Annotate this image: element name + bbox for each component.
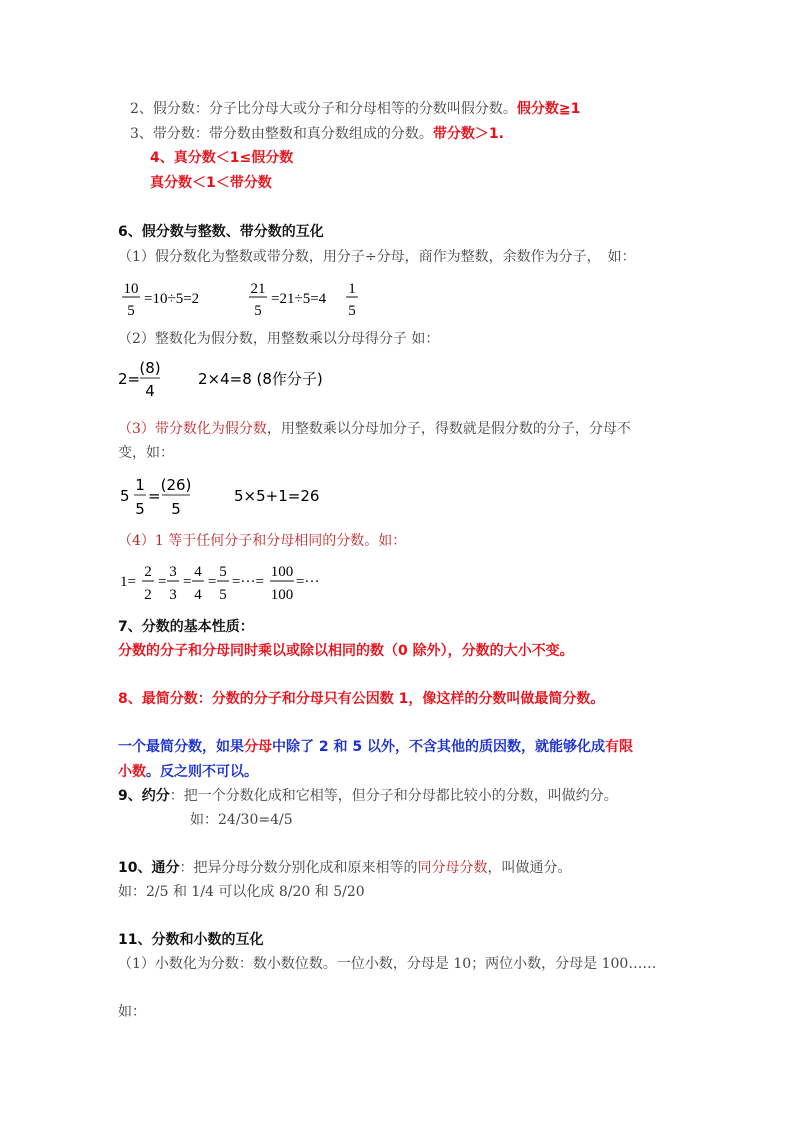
simplest-rule-d: 有限 [604, 739, 633, 755]
ex3-whole: 5 [120, 487, 130, 505]
section-6-para-3-rest: ，用整数乘以分母加分子，得数就是假分数的分子，分母不 [266, 421, 631, 437]
section-6-para-3-highlight: （3）带分数化为假分数 [118, 421, 267, 437]
ex1-part2: =21÷5=4 [271, 291, 327, 307]
ex1-frac1-den: 5 [127, 303, 135, 319]
simplest-rule-a: 一个最简分数，如果 [118, 739, 244, 755]
ex4-frac3-den: 4 [194, 587, 202, 603]
section-9-line [118, 786, 618, 806]
mixed-number-rule: 带分数＞1. [432, 126, 504, 142]
section-9-body: ：把一个分数化成和它相等，但分子和分母都比较小的分数，叫做约分。 [169, 788, 618, 804]
section-10-body-b: ，叫做通分。 [487, 860, 572, 876]
example-2-formula [116, 358, 366, 402]
mixed-number-text: 3、带分数：带分数由整数和真分数组成的分数。 [130, 126, 433, 142]
section-10-example: 如：2/5 和 1/4 可以化成 8/20 和 5/20 [118, 884, 365, 900]
section-6-para-3-cont: 变，如： [118, 445, 174, 461]
ex4-lead: 1= [120, 574, 136, 590]
ex3-den: 5 [135, 500, 145, 518]
section-11-para-2: 如： [118, 1004, 146, 1020]
ex1-frac1-num: 10 [123, 281, 139, 297]
improper-fraction-line [130, 99, 580, 119]
ex4-eq1: = [158, 574, 167, 590]
example-4-formula [118, 560, 338, 606]
simplest-rule-line-2 [118, 762, 258, 782]
ex1-frac2-num: 21 [250, 281, 266, 297]
ex4-frac1-den: 2 [144, 587, 152, 603]
compare-line-1: 4、真分数＜1≤假分数 [150, 150, 294, 166]
simplest-rule-line-1 [118, 737, 633, 757]
example-1-formula [118, 276, 378, 322]
section-9-heading: 9、约分 [118, 788, 170, 804]
ex4-last-den: 100 [270, 587, 294, 603]
ex2-den: 4 [145, 382, 155, 400]
ex3-eq: = [148, 487, 161, 505]
simplest-rule-b: 分母 [244, 739, 272, 755]
ex1-mixed-den: 5 [348, 303, 356, 319]
ex3-result-den: 5 [171, 500, 181, 518]
ex4-frac4-num: 5 [219, 564, 227, 580]
ex4-tail: =··· [296, 574, 320, 590]
section-10-body-red: 同分母分数 [417, 860, 488, 876]
ex4-frac2-den: 3 [169, 587, 177, 603]
section-6-heading: 6、假分数与整数、带分数的互化 [118, 224, 324, 240]
improper-fraction-rule: 假分数≧1 [516, 101, 581, 117]
ex2-num: (8) [139, 359, 161, 377]
ex4-frac4-den: 5 [219, 587, 227, 603]
section-8-text: 8、最简分数：分数的分子和分母只有公因数 1，像这样的分数叫做最简分数。 [118, 691, 605, 707]
ex4-frac1-num: 2 [144, 564, 152, 580]
section-11-para-1: （1）小数化为分数：数小数位数。一位小数，分母是 10；两位小数，分母是 100…… [118, 956, 657, 972]
section-11-heading: 11、分数和小数的互化 [118, 932, 264, 948]
section-10-line [118, 858, 571, 878]
ex3-num: 1 [135, 476, 145, 494]
simplest-rule-e: 小数 [118, 764, 146, 780]
example-3-formula [118, 474, 338, 522]
section-10-body-a: ：把异分母分数分别化成和原来相等的 [179, 860, 418, 876]
section-9-example: 如：24/30=4/5 [190, 812, 293, 828]
simplest-rule-f: 。反之则不可以。 [146, 764, 258, 780]
ex4-frac2-num: 3 [169, 564, 177, 580]
ex4-ellipsis: =···= [232, 574, 264, 590]
improper-fraction-text: 2、假分数：分子比分母大或分子和分母相等的分数叫假分数。 [130, 101, 517, 117]
ex3-result-num: (26) [160, 476, 192, 494]
mixed-number-line [130, 124, 504, 144]
ex4-eq3: = [208, 574, 217, 590]
section-6-para-3 [118, 419, 631, 439]
section-6-para-2: （2）整数化为假分数，用整数乘以分母得分子 如： [118, 331, 440, 347]
ex4-frac3-num: 4 [194, 564, 202, 580]
ex1-part1: =10÷5=2 [144, 291, 200, 307]
ex2-whole: 2= [118, 370, 141, 388]
section-7-body: 分数的分子和分母同时乘以或除以相同的数（0 除外），分数的大小不变。 [118, 643, 574, 659]
section-7-heading: 7、分数的基本性质： [118, 619, 254, 635]
simplest-rule-c: 中除了 2 和 5 以外，不含其他的质因数，就能够化成 [272, 739, 605, 755]
ex4-eq2: = [183, 574, 192, 590]
section-6-para-1: （1）假分数化为整数或带分数，用分子÷分母，商作为整数，余数作为分子， 如： [118, 249, 636, 265]
section-10-heading: 10、通分 [118, 860, 180, 876]
ex2-calc: 2×4=8 (8作分子) [198, 370, 323, 388]
section-6-para-4: （4）1 等于任何分子和分母相同的分数。如： [118, 533, 407, 549]
ex4-last-num: 100 [270, 564, 294, 580]
ex3-calc: 5×5+1=26 [234, 487, 320, 505]
ex1-mixed-num: 1 [348, 281, 356, 297]
ex1-frac2-den: 5 [254, 303, 262, 319]
compare-line-2: 真分数＜1＜带分数 [150, 175, 272, 191]
